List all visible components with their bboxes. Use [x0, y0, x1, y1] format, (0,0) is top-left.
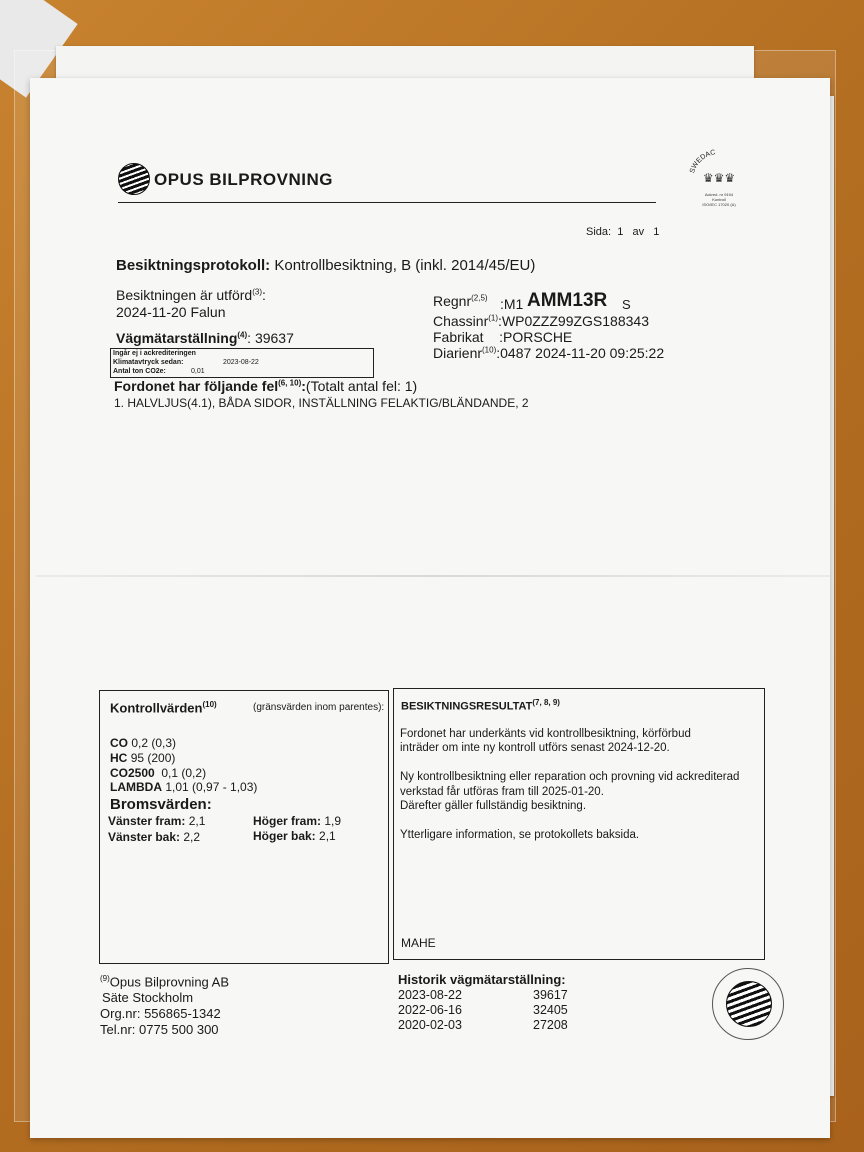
history-km-2: 32405	[533, 1003, 568, 1017]
climate-since-value: 2023-08-22	[223, 359, 259, 366]
diary-label: Diarienr	[433, 345, 483, 361]
svg-text:♛♛♛: ♛♛♛	[702, 171, 736, 185]
protocol-title	[116, 257, 535, 274]
history-km-3: 27208	[533, 1018, 568, 1032]
control-values-sup: (10)	[202, 700, 217, 709]
faults-heading-colon: :	[301, 378, 306, 394]
cv-value: 95 (200)	[130, 751, 176, 765]
chassi-line	[433, 313, 649, 329]
cv-value: 1,01 (0,97 - 1,03)	[165, 780, 258, 794]
cv-row-lambda	[110, 780, 257, 794]
cv-label: LAMBDA	[110, 780, 162, 794]
climate-note: Ingår ej i ackrediteringen	[113, 350, 196, 357]
climate-compensated-stamp-icon	[712, 968, 784, 1040]
brake-right-front	[253, 814, 341, 828]
brake-value: 2,1	[319, 829, 336, 843]
result-p1a: Fordonet har underkänts vid kontrollbesiktning, körförbud	[400, 728, 691, 740]
result-p2b: verkstad får utföras fram till 2025-01-20.	[400, 786, 604, 798]
swedac-line1: Ackred. nr 9194	[704, 192, 734, 197]
cv-label: CO2500	[110, 766, 155, 780]
opus-logo-icon	[118, 163, 150, 195]
page-indicator	[586, 226, 659, 238]
company-name-line	[100, 974, 229, 989]
diary-line	[433, 345, 664, 361]
brake-label: Höger fram:	[253, 814, 322, 828]
performed-colon: :	[261, 287, 266, 303]
performed-value: 2024-11-20 Falun	[116, 304, 226, 320]
result-p2c: Därefter gäller fullständig besiktning.	[400, 800, 587, 812]
brake-title: Bromsvärden:	[110, 796, 212, 813]
history-date-3: 2020-02-03	[398, 1018, 462, 1032]
protocol-title-bold: Besiktningsprotokoll:	[116, 257, 271, 274]
page-number: 1	[617, 226, 624, 238]
cv-value: 0,2 (0,3)	[131, 736, 177, 750]
brake-value: 1,9	[324, 814, 342, 828]
chassi-label: Chassinr	[433, 313, 489, 329]
performed-label-line	[116, 287, 266, 303]
faults-heading-label: Fordonet har följande fel	[114, 378, 279, 394]
performed-label: Besiktningen är utförd	[116, 287, 253, 303]
result-title-sup: (7, 8, 9)	[532, 698, 560, 707]
regnr-suffix: S	[622, 297, 631, 312]
result-title: BESIKTNINGSRESULTAT	[401, 700, 533, 713]
cv-row-co	[110, 736, 176, 750]
page-of: av	[632, 226, 645, 238]
brand-name: OPUS BILPROVNING	[154, 170, 333, 189]
faults-heading	[114, 378, 417, 394]
diary-sup: (10)	[482, 345, 497, 355]
chassi-value: :WP0ZZZ99ZGS188343	[498, 313, 649, 329]
history-km-1: 39617	[533, 988, 568, 1002]
result-p2a: Ny kontrollbesiktning eller reparation och provning vid ackrediterad	[400, 771, 740, 783]
page-total: 1	[653, 226, 660, 238]
brake-label: Vänster bak:	[108, 830, 181, 844]
fault-item: 1. HALVLJUS(4.1), BÅDA SIDOR, INSTÄLLNING FELAKTIG/BLÄNDANDE, 2	[114, 396, 529, 410]
faults-heading-sup: (6, 10)	[278, 378, 302, 388]
company-name: Opus Bilprovning AB	[109, 974, 230, 990]
control-values-title: Kontrollvärden	[110, 700, 203, 716]
cv-row-co2500	[110, 766, 206, 780]
climate-since-label: Klimatavtryck sedan:	[113, 359, 184, 366]
odometer-line	[116, 330, 294, 346]
company-sup: (9)	[100, 974, 110, 983]
maker-label: Fabrikat	[433, 329, 484, 345]
regnr-value: AMM13R	[527, 290, 608, 311]
brake-label: Vänster fram:	[108, 814, 186, 828]
faults-total: (Totalt antal fel: 1)	[305, 378, 418, 394]
history-title: Historik vägmätarställning:	[398, 972, 566, 987]
diary-value: :0487 2024-11-20 09:25:22	[496, 345, 665, 361]
odometer-sup: (4)	[237, 330, 248, 340]
cv-value: 0,1 (0,2)	[161, 766, 207, 780]
regnr-sup: (2,5)	[471, 293, 488, 303]
swedac-line3: ISO/IEC 17020 (A)	[702, 202, 736, 207]
chassi-sup: (1)	[488, 313, 499, 323]
swedac-accreditation-icon	[683, 140, 755, 212]
result-title-line	[401, 698, 560, 713]
control-values-note: (gränsvärden inom parentes):	[253, 702, 385, 713]
regnr-label-line	[433, 293, 488, 309]
brake-value: 2,2	[183, 830, 201, 844]
odometer-label: Vägmätarställning	[116, 330, 238, 346]
climate-footprint-box	[110, 348, 374, 378]
globe-icon	[726, 981, 772, 1027]
regnr-label: Regnr	[433, 293, 472, 309]
result-p1b: inträder om inte ny kontroll utförs senast 2024-12-20.	[400, 742, 670, 754]
swedac-top-text: SWEDAC	[688, 149, 717, 175]
protocol-title-rest: Kontrollbesiktning, B (inkl. 2014/45/EU)	[274, 257, 536, 274]
inspector-signature: MAHE	[401, 936, 436, 950]
result-p3: Ytterligare information, se protokollets baksida.	[400, 829, 640, 841]
page-fold-crease	[36, 575, 830, 577]
regnr-prefix: :M1	[500, 296, 524, 312]
header-divider	[118, 202, 656, 203]
brake-left-rear	[108, 830, 200, 844]
maker-line	[433, 329, 572, 345]
performed-sup: (3)	[252, 287, 262, 297]
company-org: Org.nr: 556865-1342	[100, 1006, 221, 1021]
climate-co2-value: 0,01	[191, 368, 205, 375]
history-date-2: 2022-06-16	[398, 1003, 462, 1017]
brake-value: 2,1	[188, 814, 206, 828]
brake-label: Höger bak:	[253, 829, 316, 843]
control-values-title-line	[110, 700, 217, 715]
odometer-colon: :	[247, 330, 252, 346]
climate-co2-label: Antal ton CO2e:	[113, 368, 166, 375]
cv-label: CO	[110, 736, 128, 750]
maker-value: :PORSCHE	[499, 329, 573, 345]
page-label: Sida:	[586, 226, 612, 238]
history-date-1: 2023-08-22	[398, 988, 462, 1002]
brake-right-rear	[253, 829, 336, 843]
brake-left-front	[108, 814, 205, 828]
swedac-line2: Kontroll	[712, 197, 726, 202]
company-tel: Tel.nr: 0775 500 300	[100, 1022, 219, 1037]
odometer-value: 39637	[254, 330, 294, 346]
cv-label: HC	[110, 751, 128, 765]
company-seat: Säte Stockholm	[102, 990, 194, 1005]
cv-row-hc	[110, 751, 175, 765]
